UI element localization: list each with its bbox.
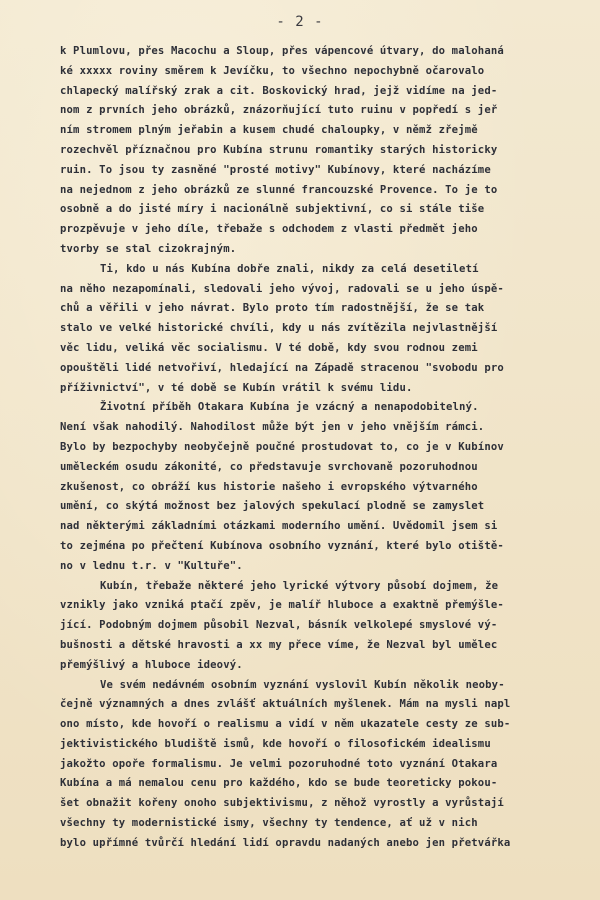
text-line: chů a věřili v jeho návrat. Bylo proto tím radostnější, že se tak (60, 302, 485, 315)
text-line: jící. Podobným dojmem působil Nezval, básník velkolepé smyslové vý- (60, 619, 498, 632)
text-line: vznikly jako vzniká ptačí zpěv, je malíř hluboce a exaktně přemýšle- (60, 599, 504, 612)
text-line: bylo upřímné tvůrčí hledání lidí opravdu nadaných anebo jen přetvářka (60, 836, 511, 849)
text-line: Ti, kdo u nás Kubína dobře znali, nikdy za celá desetiletí (100, 262, 479, 275)
text-line: ono místo, kde hovoří o realismu a vidí v něm ukazatele cesty ze sub- (60, 718, 511, 731)
text-line: Ve svém nedávném osobním vyznání vyslovil Kubín několik neoby- (100, 678, 505, 691)
text-line: opouštěli lidé netvořiví, hledající na Západě stracenou "svobodu pro (60, 361, 504, 374)
text-line: uměleckém osudu zákonité, co představuje svrchovaně pozoruhodnou (60, 460, 478, 473)
text-line: všechny ty modernistické ismy, všechny ty tendence, ať už v nich (60, 817, 478, 830)
text-line: Životní příběh Otakara Kubína je vzácný a nenapodobitelný. (100, 401, 479, 414)
page-number: - 2 - (276, 14, 324, 30)
text-line: no v lednu t.r. v "Kultuře". (60, 559, 243, 572)
text-line: k Plumlovu, přes Macochu a Sloup, přes vápencové útvary, do malohaná (60, 45, 504, 57)
text-line: nom z prvních jeho obrázků, znázorňující tuto ruinu v popředí s jeř (60, 104, 498, 117)
text-line: věc lidu, veliká věc socialismu. V té době, kdy svou rodnou zemi (60, 341, 478, 354)
text-line: ním stromem plným jeřabin a kusem chudé chaloupky, v němž zřejmě (60, 124, 478, 137)
text-line: ruin. To jsou ty zasněné "prosté motivy" Kubínovy, které nacházíme (60, 163, 491, 176)
text-line: Bylo by bezpochyby neobyčejně poučné prostudovat to, co je v Kubínov (60, 440, 504, 453)
text-line: stalo ve velké historické chvíli, kdy u nás zvítězila nejvlastnější (60, 322, 498, 335)
text-line: rozechvěl příznačnou pro Kubína strunu romantiky starých historicky (60, 143, 498, 156)
text-line: zkušenost, co obráží kus historie našeho i evropského výtvarného (60, 480, 478, 493)
text-line: na nejednom z jeho obrázků ze slunné francouzské Provence. To je to (60, 183, 498, 196)
text-line: tvorby se stal cizokrajným. (60, 242, 237, 255)
text-line: čejně významných a dnes zvlášť aktuálních myšlenek. Mám na mysli napl (60, 698, 511, 711)
text-line: Kubín, třebaže některé jeho lyrické výtvory působí dojmem, že (100, 579, 499, 592)
text-line: to zejména po přečtení Kubínova osobního vyznání, které bylo otiště- (60, 539, 504, 552)
text-line: přemýšlivý a hluboce ideový. (60, 658, 243, 671)
text-line: ké xxxxx roviny směrem k Jevíčku, to všechno nepochybně očarovalo (60, 64, 485, 77)
text-line: Není však nahodilý. Nahodilost může být jen v jeho vnějším rámci. (60, 421, 485, 434)
text-line: nad některými základními otázkami moderního umění. Uvědomil jsem si (60, 520, 498, 533)
text-line: příživnictví", v té době se Kubín vrátil k svému lidu. (60, 381, 413, 394)
text-line: prozpěvuje v jeho díle, třebaže s odchodem z vlasti předmět jeho (60, 223, 478, 236)
text-line: chlapecký malířský zrak a cit. Boskovický hrad, jejž vidíme na jed- (60, 84, 498, 97)
text-line: jektivistického bludiště ismů, kde hovoří o filosofickém idealismu (60, 737, 491, 750)
text-line: jakožto opoře formalismu. Je velmi pozoruhodné toto vyznání Otakara (60, 757, 498, 770)
text-line: bušnosti a dětské hravosti a xx my přece víme, že Nezval byl umělec (60, 638, 498, 651)
body-text (60, 42, 600, 854)
text-line: na něho nezapomínali, sledovali jeho vývoj, radovali se u jeho úspě- (60, 282, 504, 295)
text-line: osobně a do jisté míry i nacionálně subjektivní, co si stále tiše (60, 203, 485, 216)
text-line: umění, co skýtá možnost bez jalových spekulací plodně se zamyslet (60, 500, 485, 513)
text-line: šet obnažit kořeny onoho subjektivismu, z něhož vyrostly a vyrůstají (60, 797, 504, 810)
text-line: Kubína a má nemalou cenu pro každého, kdo se bude teoreticky pokou- (60, 777, 498, 790)
